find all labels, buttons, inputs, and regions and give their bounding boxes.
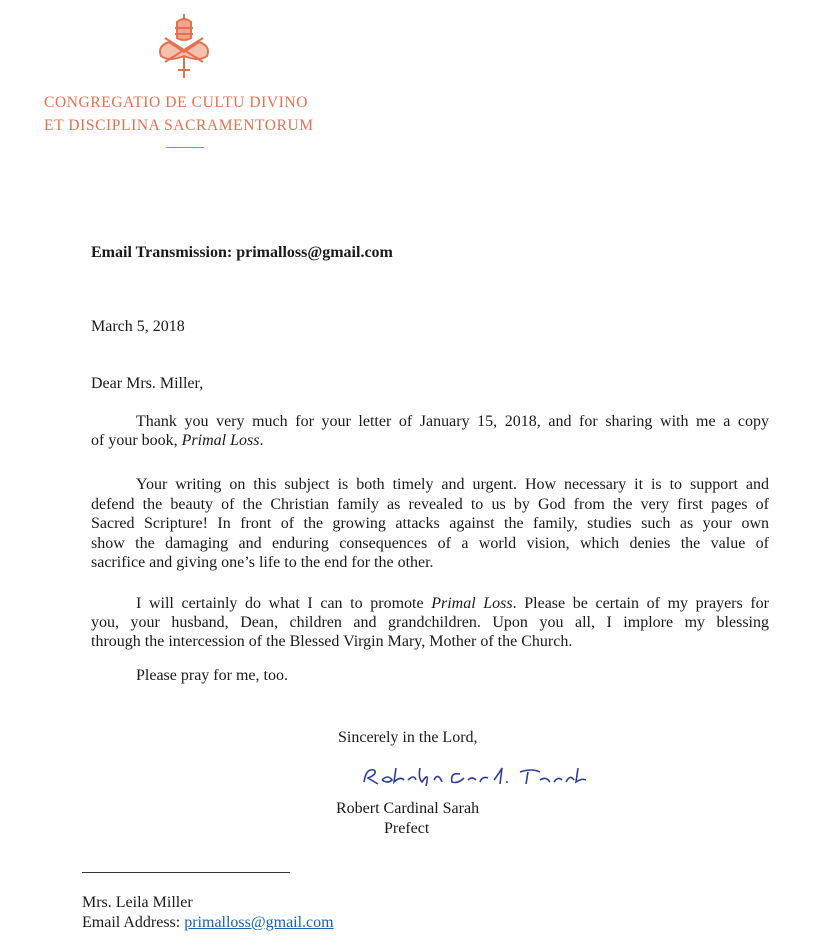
paragraph-2-line: defend the beauty of the Christian family as revealed to us by God from the very first pages of	[91, 496, 769, 513]
handwritten-signature	[360, 760, 590, 790]
paragraph-2-line: Sacred Scripture! In front of the growing attacks against the family, studies such as your own	[91, 515, 769, 532]
paragraph-2-line: show the damaging and enduring consequences of a world vision, which denies the value of	[91, 535, 769, 552]
transmission-email: primalloss@gmail.com	[236, 244, 393, 261]
letter-date: March 5, 2018	[91, 318, 185, 335]
transmission-label: Email Transmission:	[91, 244, 233, 261]
text: I will certainly do what I can to promote	[136, 595, 432, 612]
paragraph-3-line	[136, 595, 769, 613]
book-title: Primal Loss	[181, 432, 260, 449]
letterhead-line-2: ET DISCIPLINA SACRAMENTORUM	[44, 117, 314, 134]
letterhead-line-1: CONGREGATIO DE CULTU DIVINO	[44, 94, 309, 111]
papal-crest-logo	[155, 12, 213, 84]
letterhead-divider	[166, 147, 204, 148]
email-label: Email Address:	[82, 914, 181, 931]
footer-divider	[82, 872, 290, 873]
text: . Please be certain of my prayers for	[512, 595, 770, 612]
paragraph-2-line: sacrifice and giving one’s life to the end for the other.	[91, 554, 434, 571]
recipient-email-line	[82, 914, 334, 932]
signer-name: Robert Cardinal Sarah	[336, 800, 480, 817]
signer-title: Prefect	[384, 820, 430, 837]
closing: Sincerely in the Lord,	[338, 729, 478, 746]
text: .	[259, 432, 264, 449]
text: of your book,	[91, 432, 182, 449]
paragraph-3-line: you, your husband, Dean, children and grandchildren. Upon you all, I implore my blessing	[91, 614, 769, 631]
salutation: Dear Mrs. Miller,	[91, 375, 204, 392]
email-transmission	[91, 244, 393, 262]
paragraph-1-line	[91, 432, 769, 450]
recipient-email-link[interactable]: primalloss@gmail.com	[184, 914, 334, 931]
paragraph-4: Please pray for me, too.	[136, 667, 288, 684]
paragraph-1-line: Thank you very much for your letter of January 15, 2018, and for sharing with me a copy	[136, 413, 769, 430]
recipient-name: Mrs. Leila Miller	[82, 894, 193, 911]
book-title: Primal Loss	[431, 595, 513, 612]
paragraph-3-line: through the intercession of the Blessed Virgin Mary, Mother of the Church.	[91, 633, 573, 650]
paragraph-2-line: Your writing on this subject is both timely and urgent. How necessary it is to support and	[136, 476, 769, 493]
